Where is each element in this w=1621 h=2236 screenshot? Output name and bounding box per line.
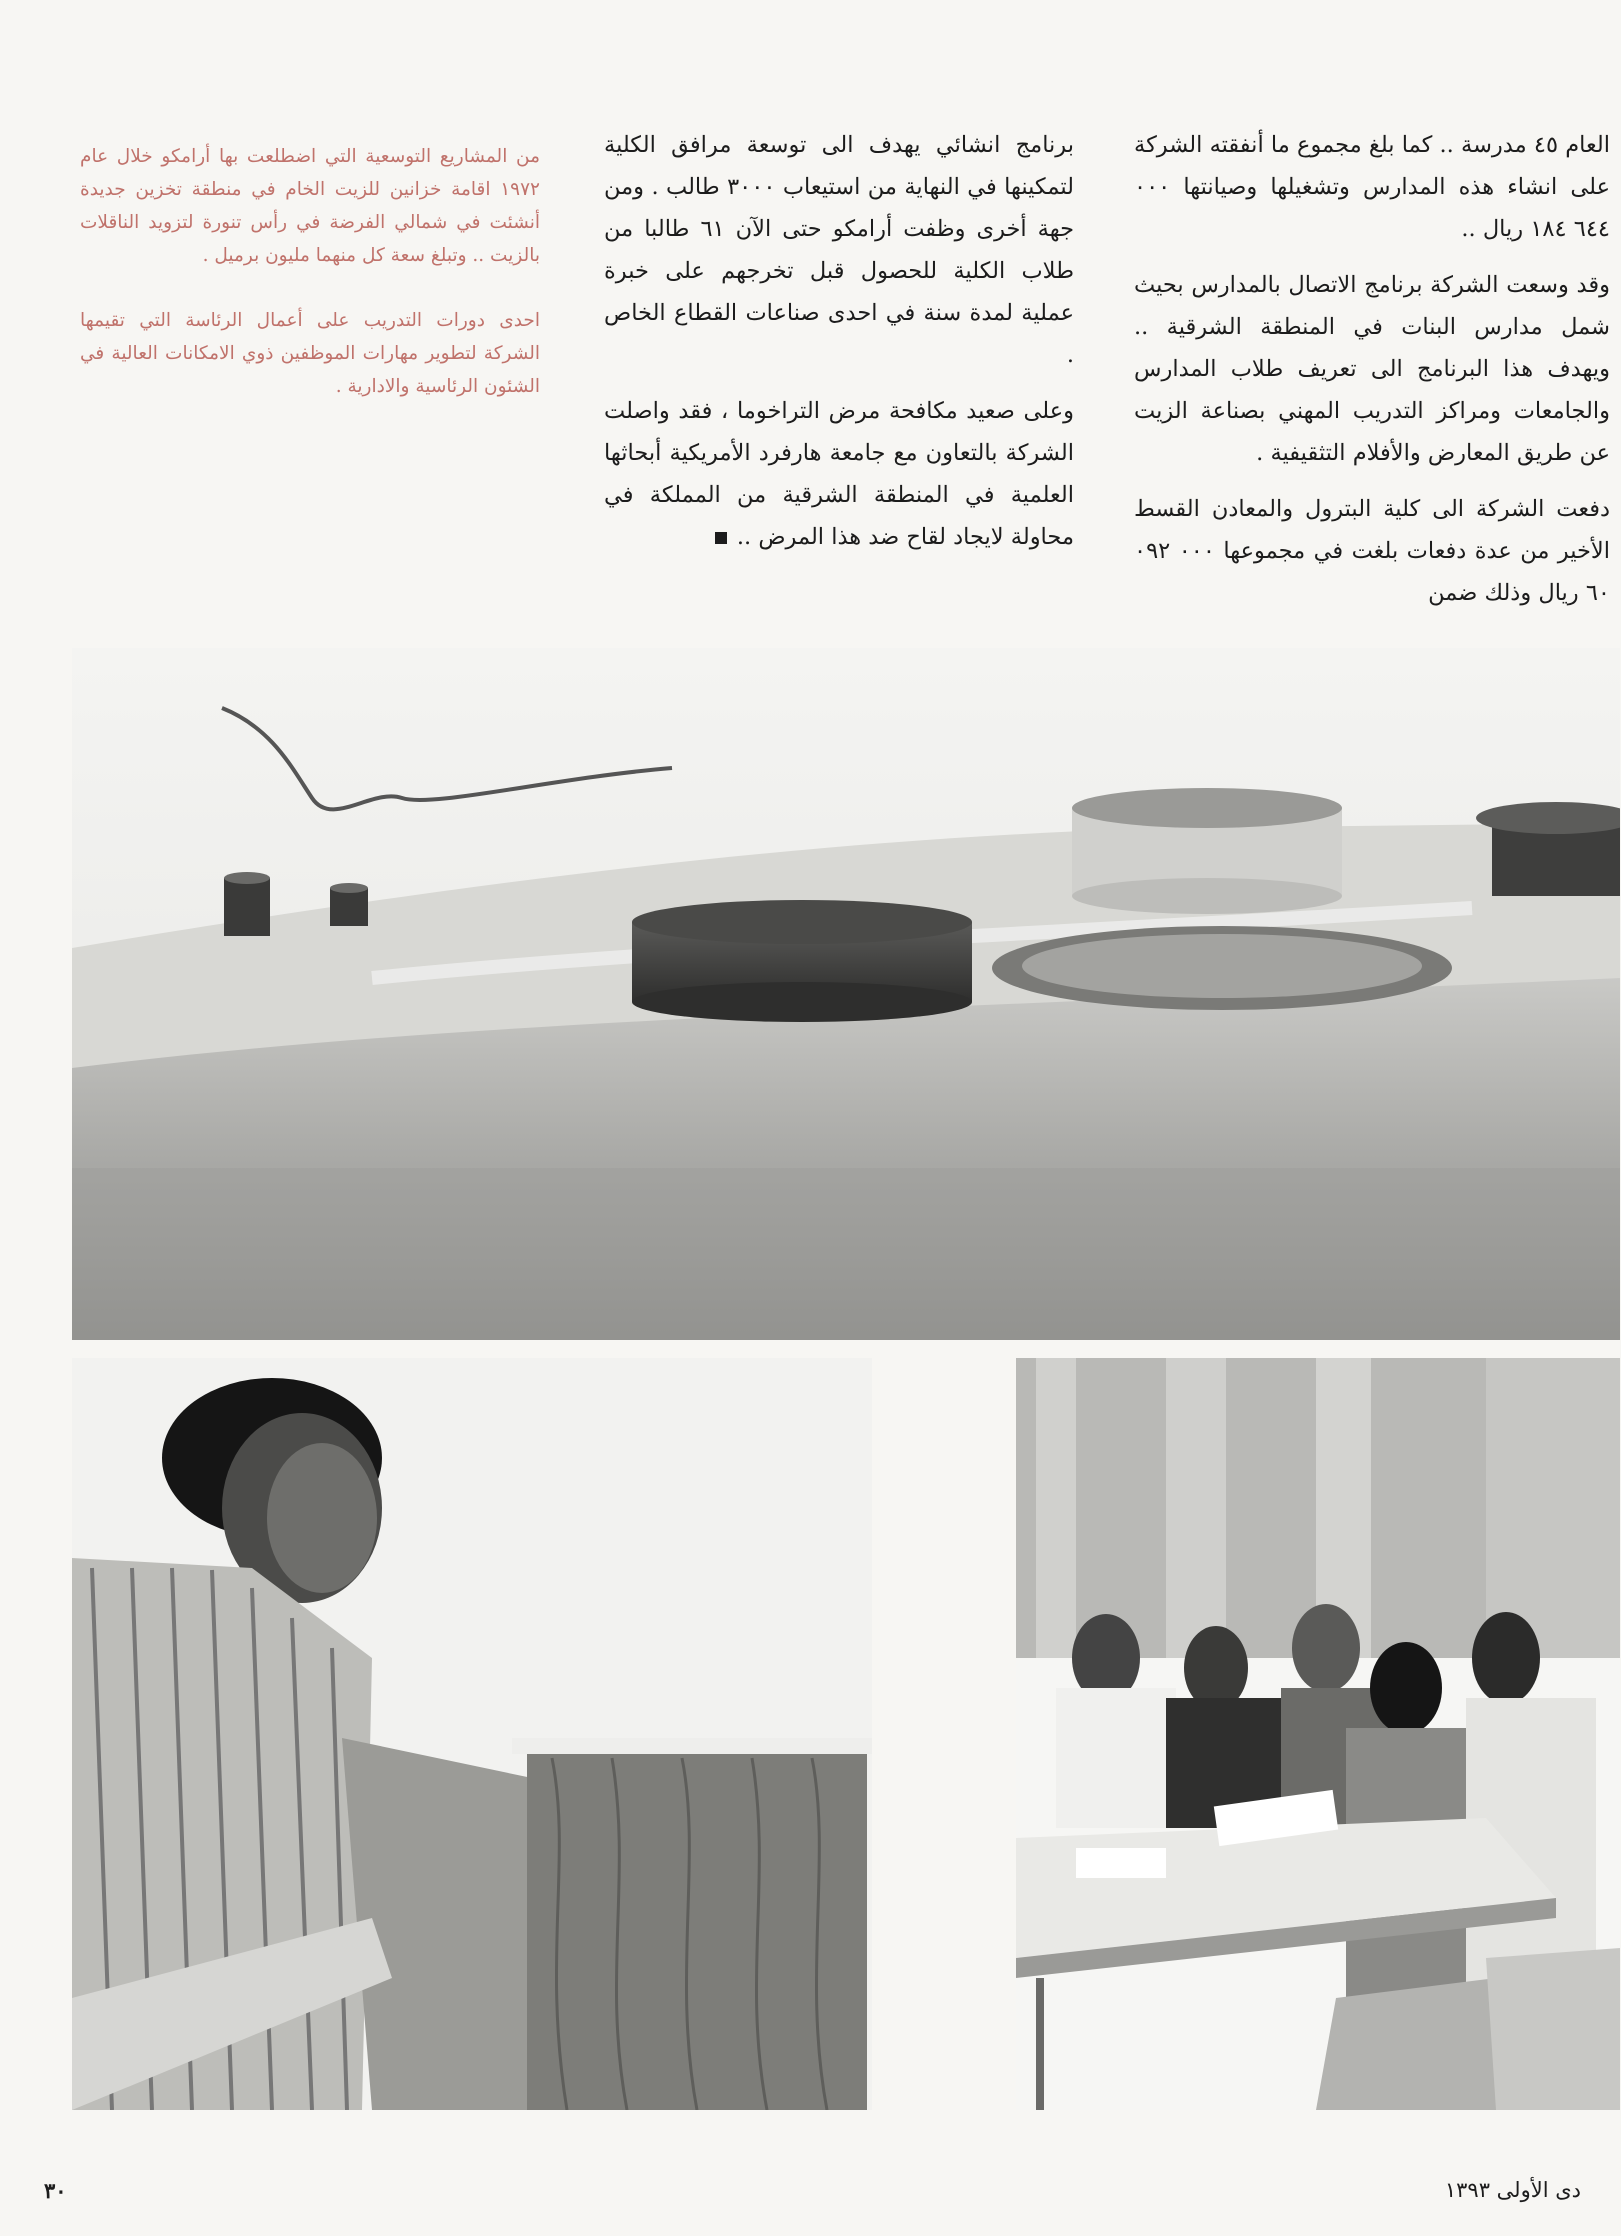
photo-training-meeting — [1016, 1358, 1620, 2110]
paragraph: وقد وسعت الشركة برنامج الاتصال بالمدارس بحيث شمل مدارس البنات في المنطقة الشرقية .. ويهدف هذا البرنامج الى تعريف طلاب المدارس والجامعات ومراكز التدريب المهني بصناعة الزيت عن طريق المعارض والأفلام التثقيفية . — [1134, 272, 1610, 466]
paragraph: دفعت الشركة الى كلية البترول والمعادن القسط الأخير من عدة دفعات بلغت في مجموعها ٠٠٠ ٠٩٢ ٦٠ ريال وذلك ضمن — [1134, 496, 1610, 606]
article-column-right — [1134, 124, 1610, 628]
photo-oil-storage-tanks — [72, 648, 1620, 1340]
caption-tanks: من المشاريع التوسعية التي اضطلعت بها أرامكو خلال عام ١٩٧٢ اقامة خزانين للزيت الخام في منطقة تخزين جديدة أنشئت في شمالي الفرضة في رأس تنورة لتزويد الناقلات بالزيت .. وتبلغ سعة كل منهما مليون برميل . — [80, 146, 540, 266]
captions-column — [80, 140, 540, 435]
caption-training: احدى دورات التدريب على أعمال الرئاسة التي تقيمها الشركة لتطوير مهارات الموظفين ذوي الامكانات العالية في الشئون الرئاسية والادارية . — [80, 310, 540, 397]
end-of-article-mark — [715, 532, 727, 544]
paragraph: برنامج انشائي يهدف الى توسعة مرافق الكلية لتمكينها في النهاية من استيعاب ٣٠٠٠ طالب . ومن جهة أخرى وظفت أرامكو حتى الآن ٦١ طالبا من طلاب الكلية للحصول قبل تخرجهم على خبرة عملية لمدة سنة في احدى صناعات القطاع الخاص . — [604, 132, 1075, 368]
article-column-middle — [604, 124, 1074, 572]
paragraph — [604, 390, 1074, 558]
photo-speaker-at-lectern — [72, 1358, 872, 2110]
page-number: ٣٠ — [44, 2178, 67, 2203]
issue-date: دى الأولى ١٣٩٣ — [1444, 2178, 1581, 2202]
paragraph-text: وعلى صعيد مكافحة مرض التراخوما ، فقد واصلت الشركة بالتعاون مع جامعة هارفرد الأمريكية أبحاثها العلمية في المنطقة الشرقية من المملكة في محاولة لايجاد لقاح ضد هذا المرض .. — [604, 398, 1074, 550]
paragraph: العام ٤٥ مدرسة .. كما بلغ مجموع ما أنفقته الشركة على انشاء هذه المدارس وتشغيلها وصيانتها ٠٠٠ ٦٤٤ ١٨٤ ريال .. — [1134, 132, 1610, 242]
